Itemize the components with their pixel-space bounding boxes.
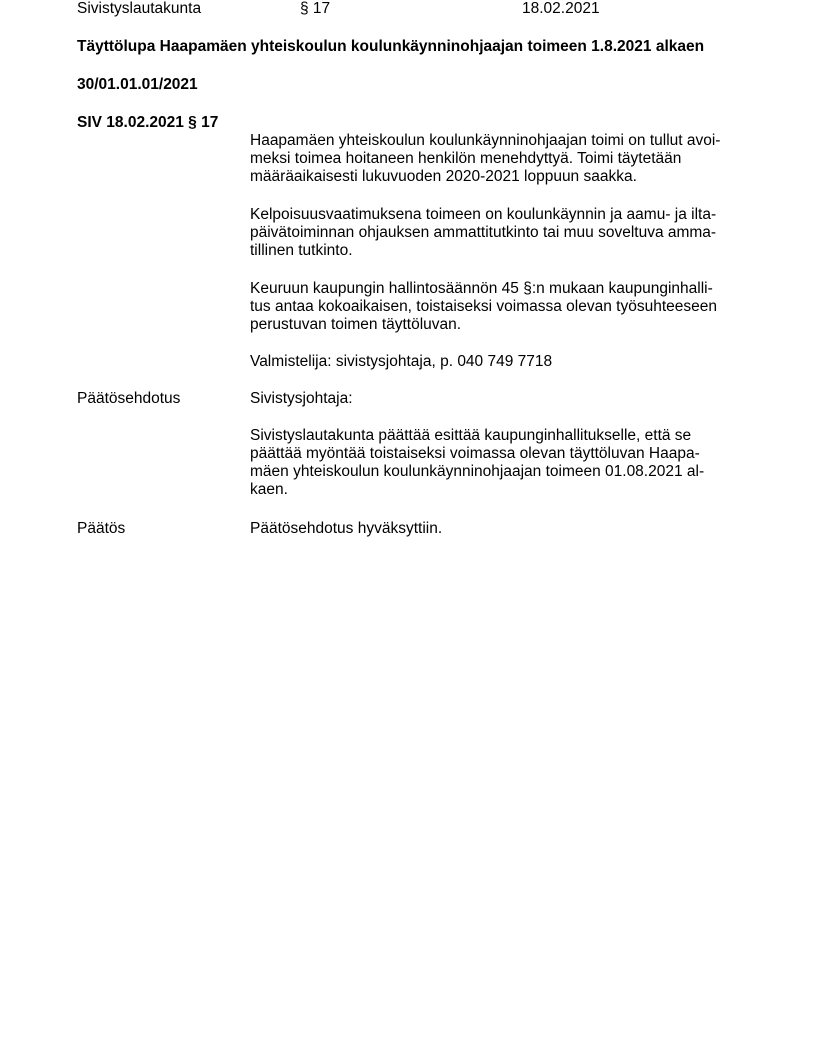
diary-number: 30/01.01.01/2021	[77, 76, 198, 93]
proposal-label: Päätösehdotus	[77, 390, 181, 407]
text-line: kaen.	[250, 481, 288, 498]
text-line: päättää myöntää toistaiseksi voimassa olevan täyttöluvan Haapa-	[250, 445, 700, 462]
text-line: Keuruun kaupungin hallintosäännön 45 §:n mukaan kaupunginhalli-	[250, 280, 713, 297]
document-title: Täyttölupa Haapamäen yhteiskoulun koulunkäynninohjaajan toimeen 1.8.2021 alkaen	[77, 38, 705, 55]
body-paragraph-1	[250, 132, 750, 186]
document-header	[77, 0, 777, 20]
body-paragraph-3	[250, 280, 750, 334]
text-line: Sivistyslautakunta päättää esittää kaupunginhallitukselle, että se	[250, 427, 692, 444]
proposal-text	[250, 427, 750, 499]
text-line: tus antaa kokoaikaisen, toistaiseksi voimassa olevan työsuhteeseen	[250, 298, 717, 315]
text-line: Kelpoisuusvaatimuksena toimeen on koulunkäynnin ja aamu- ja ilta-	[250, 206, 717, 223]
preparer-line: Valmistelija: sivistysjohtaja, p. 040 749 7718	[250, 353, 553, 370]
text-line: Haapamäen yhteiskoulun koulunkäynninohjaajan toimi on tullut avoi-	[250, 132, 721, 149]
body-paragraph-2	[250, 206, 750, 260]
text-line: perustuvan toimen täyttöluvan.	[250, 316, 462, 333]
text-line: määräaikaisesti lukuvuoden 2020-2021 loppuun saakka.	[250, 168, 637, 185]
proposal-author: Sivistysjohtaja:	[250, 390, 353, 407]
header-section: § 17	[300, 0, 331, 17]
decision-label: Päätös	[77, 520, 126, 537]
meeting-reference: SIV 18.02.2021 § 17	[77, 114, 219, 131]
text-line: mäen yhteiskoulun koulunkäynninohjaajan toimeen 01.08.2021 al-	[250, 463, 705, 480]
text-line: tillinen tutkinto.	[250, 242, 353, 259]
decision-text: Päätösehdotus hyväksyttiin.	[250, 520, 443, 537]
text-line: päivätoiminnan ohjauksen ammattitutkinto tai muu soveltuva amma-	[250, 224, 717, 241]
header-organ: Sivistyslautakunta	[77, 0, 202, 17]
text-line: meksi toimea hoitaneen henkilön menehdyttyä. Toimi täytetään	[250, 150, 682, 167]
header-date: 18.02.2021	[522, 0, 600, 17]
